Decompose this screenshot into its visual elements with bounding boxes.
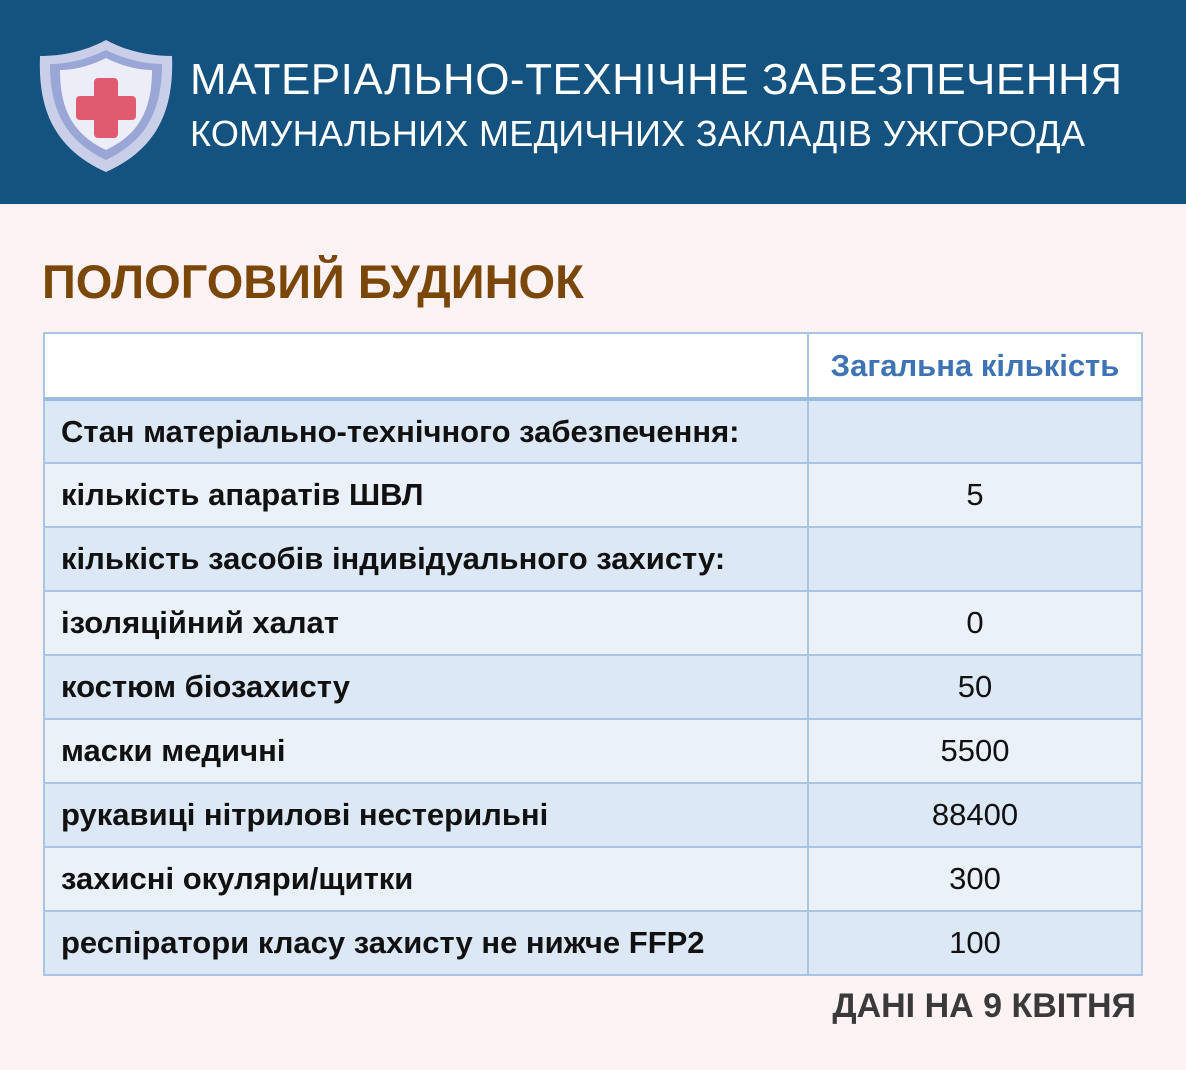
row-value: 88400	[808, 783, 1142, 847]
row-value: 5	[808, 463, 1142, 527]
shield-medical-cross-icon	[36, 36, 176, 176]
row-value: 50	[808, 655, 1142, 719]
header-title: МАТЕРІАЛЬНО-ТЕХНІЧНЕ ЗАБЕЗПЕЧЕННЯ	[190, 55, 1123, 104]
row-label: Стан матеріально-технічного забезпечення:	[44, 399, 808, 463]
row-value	[808, 399, 1142, 463]
row-value: 100	[808, 911, 1142, 975]
table-row	[44, 463, 1142, 527]
row-label: костюм біозахисту	[44, 655, 808, 719]
row-label: респіратори класу захисту не нижче FFP2	[44, 911, 808, 975]
column-header-total: Загальна кількість	[808, 333, 1142, 399]
row-value	[808, 527, 1142, 591]
row-label: маски медичні	[44, 719, 808, 783]
row-value: 0	[808, 591, 1142, 655]
row-label: кількість засобів індивідуального захисту:	[44, 527, 808, 591]
table-row	[44, 783, 1142, 847]
row-label: ізоляційний халат	[44, 591, 808, 655]
row-value: 5500	[808, 719, 1142, 783]
table-row	[44, 399, 1142, 463]
header-banner	[0, 0, 1186, 204]
column-header-item	[44, 333, 808, 399]
section-title: ПОЛОГОВИЙ БУДИНОК	[42, 255, 584, 308]
table-row	[44, 591, 1142, 655]
row-label: кількість апаратів ШВЛ	[44, 463, 808, 527]
table-row	[44, 847, 1142, 911]
row-value: 300	[808, 847, 1142, 911]
table-row	[44, 655, 1142, 719]
table-row	[44, 527, 1142, 591]
table-header-row	[44, 333, 1142, 399]
header-subtitle: КОМУНАЛЬНИХ МЕДИЧНИХ ЗАКЛАДІВ УЖГОРОДА	[190, 113, 1086, 154]
row-label: рукавиці нітрилові нестерильні	[44, 783, 808, 847]
table-row	[44, 911, 1142, 975]
row-label: захисні окуляри/щитки	[44, 847, 808, 911]
table-row	[44, 719, 1142, 783]
supply-table	[43, 332, 1143, 976]
date-note: ДАНІ НА 9 КВІТНЯ	[832, 987, 1136, 1025]
